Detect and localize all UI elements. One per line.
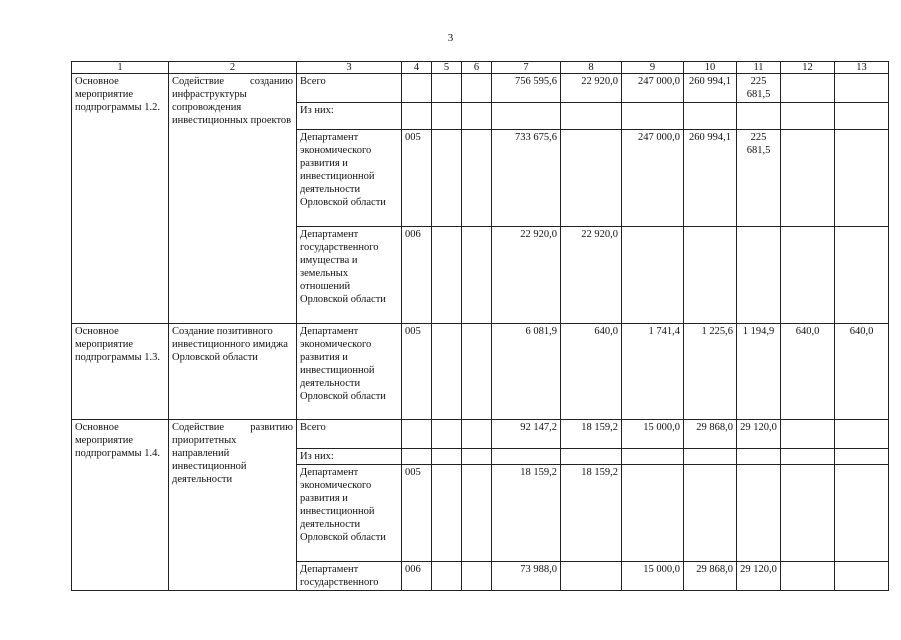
header-cell: 7 <box>492 62 561 74</box>
row-label: Департамент государственного имущества и земельных отношений Орловской области <box>297 227 402 324</box>
value-cell: 640,0 <box>781 324 835 420</box>
header-cell: 3 <box>297 62 402 74</box>
value-cell: 29 120,0 <box>737 562 781 591</box>
value-cell: 18 159,2 <box>492 465 561 562</box>
header-row <box>72 62 889 74</box>
row-label: Департамент экономического развития и инвестиционной деятельности Орловской области <box>297 130 402 227</box>
row-label: Из них: <box>297 103 402 130</box>
value-cell: 22 920,0 <box>561 227 622 324</box>
value-cell: 15 000,0 <box>622 420 684 449</box>
header-cell: 6 <box>462 62 492 74</box>
value-cell: 22 920,0 <box>492 227 561 324</box>
value-cell: 18 159,2 <box>561 420 622 449</box>
value-cell: 15 000,0 <box>622 562 684 591</box>
value-cell: 260 994,1 <box>684 74 737 103</box>
page-number: 3 <box>447 32 454 44</box>
header-cell: 9 <box>622 62 684 74</box>
header-cell: 4 <box>402 62 432 74</box>
value-cell: 1 194,9 <box>737 324 781 420</box>
table-row <box>72 324 889 420</box>
header-cell: 11 <box>737 62 781 74</box>
value-cell: 247 000,0 <box>622 74 684 103</box>
header-cell: 2 <box>169 62 297 74</box>
value-cell: 22 920,0 <box>561 74 622 103</box>
value-cell: 29 120,0 <box>737 420 781 449</box>
value-cell: 260 994,1 <box>684 130 737 227</box>
measure-description: Содействие развитию приоритетных направлений инвестиционной деятельности <box>169 420 297 591</box>
header-cell: 10 <box>684 62 737 74</box>
value-cell: 733 675,6 <box>492 130 561 227</box>
header-cell: 8 <box>561 62 622 74</box>
header-cell: 12 <box>781 62 835 74</box>
value-cell: 225 681,5 <box>737 130 781 227</box>
value-cell: 29 868,0 <box>684 420 737 449</box>
budget-table <box>71 61 889 591</box>
value-cell: 1 741,4 <box>622 324 684 420</box>
value-cell: 225 681,5 <box>737 74 781 103</box>
value-cell: 92 147,2 <box>492 420 561 449</box>
value-cell: 73 988,0 <box>492 562 561 591</box>
measure-description: Содействие созданию инфраструктуры сопровождения инвестиционных проектов <box>169 74 297 324</box>
row-label: Департамент государственного <box>297 562 402 591</box>
value-cell: 29 868,0 <box>684 562 737 591</box>
code-cell: 005 <box>402 465 432 562</box>
code-cell: 005 <box>402 324 432 420</box>
code-cell: 006 <box>402 227 432 324</box>
header-cell: 13 <box>835 62 889 74</box>
value-cell: 640,0 <box>561 324 622 420</box>
value-cell: 18 159,2 <box>561 465 622 562</box>
value-cell: 640,0 <box>835 324 889 420</box>
measure-title: Основное мероприятие подпрограммы 1.4. <box>72 420 169 591</box>
row-label: Из них: <box>297 449 402 465</box>
value-cell: 1 225,6 <box>684 324 737 420</box>
row-label: Всего <box>297 420 402 449</box>
measure-title: Основное мероприятие подпрограммы 1.2. <box>72 74 169 324</box>
table-row <box>72 420 889 449</box>
code-cell: 006 <box>402 562 432 591</box>
row-label: Департамент экономического развития и инвестиционной деятельности Орловской области <box>297 465 402 562</box>
measure-title: Основное мероприятие подпрограммы 1.3. <box>72 324 169 420</box>
code-cell: 005 <box>402 130 432 227</box>
measure-description: Создание позитивного инвестиционного имиджа Орловской области <box>169 324 297 420</box>
value-cell: 756 595,6 <box>492 74 561 103</box>
header-cell: 5 <box>432 62 462 74</box>
row-label: Департамент экономического развития и инвестиционной деятельности Орловской области <box>297 324 402 420</box>
header-cell: 1 <box>72 62 169 74</box>
table-row <box>72 74 889 103</box>
row-label: Всего <box>297 74 402 103</box>
value-cell: 247 000,0 <box>622 130 684 227</box>
value-cell: 6 081,9 <box>492 324 561 420</box>
